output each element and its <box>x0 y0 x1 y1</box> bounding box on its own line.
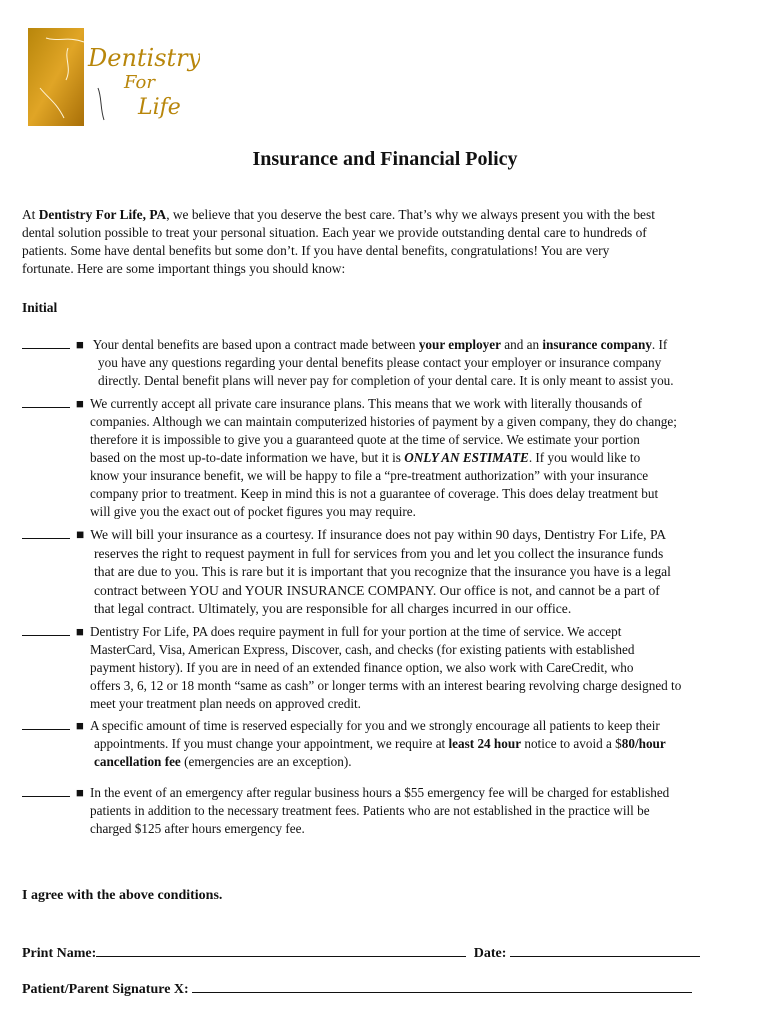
policy-item-insurance-plans: ■ We currently accept all private care insurance plans. This means that we work with literally thousands of companies. Although we can maintain computerized histories of payment by a given company, they do change; therefore it is impossible to give you a guaranteed quote at the time of service. We estimate your portion based on the most up-to-date information we have, but it is ONLY AN ESTIMATE. If you would like to know your insurance benefit, we will be happy to file a “pre-treatment authorization” with your insurance company prior to treatment. Keep in mind this is not a guarantee of coverage. This does delay treatment but will give you the exact out of pocket figures you may require. <box>22 395 750 521</box>
print-name-label: Print Name: <box>22 946 97 961</box>
policy-item-appointments: ■ A specific amount of time is reserved especially for you and we strongly encourage all patients to keep their appointments. If you must change your appointment, we require at least 24 hour notice to avoid a $80/hour cancellation fee (emergencies are an exception). <box>22 717 750 771</box>
signature-row <box>22 978 692 998</box>
practice-logo <box>28 28 200 126</box>
date-label: Date: <box>473 946 507 961</box>
agreement-statement: I agree with the above conditions. <box>22 888 223 903</box>
svg-text:Dentistry: Dentistry <box>88 44 200 72</box>
practice-name: Dentistry For Life, PA <box>38 207 167 222</box>
policy-item-billing-courtesy: ■ We will bill your insurance as a courtesy. If insurance does not pay within 90 days, Dentistry For Life, PA reserves the right to request payment in full for services from you and let you collect the insurance funds that are due to you. This is rare but it is important that you recognize that the insurance you have is a legal contract between YOU and YOUR INSURANCE COMPANY. Our office is not, and cannot be a part of that legal contract. Ultimately, you are responsible for all charges incurred in our office. <box>22 526 750 619</box>
policy-item-payment: ■ Dentistry For Life, PA does require payment in full for your portion at the time of service. We accept MasterCard, Visa, American Express, Discover, cash, and checks (for existing patients with established payment history). If you are in need of an extended finance option, we also work with CareCredit, who offers 3, 6, 12 or 18 month “same as cash” or longer terms with an interest bearing revolving charge designed to meet your treatment plan needs on approved credit. <box>22 623 750 713</box>
initial-field[interactable] <box>22 623 70 636</box>
svg-text:For: For <box>124 72 155 93</box>
intro-paragraph: At Dentistry For Life, PA, we believe that you deserve the best care. That’s why we always present you with the best dental solution possible to treat your personal situation. Each year we provide outstanding dental care to hundreds of patients. Some have dental benefits but some don’t. If you have dental benefits, congratulations! You are very fortunate. Here are some important things you should know: <box>22 207 655 276</box>
initial-field[interactable] <box>22 717 70 730</box>
print-name-row <box>22 942 700 962</box>
initial-field[interactable] <box>22 395 70 408</box>
initial-field[interactable] <box>22 784 70 797</box>
signature-label: Patient/Parent Signature X: <box>22 982 189 997</box>
initial-field[interactable] <box>22 336 70 349</box>
signature-field[interactable] <box>192 978 692 993</box>
svg-text:Life: Life <box>138 95 181 120</box>
initial-column-label: Initial <box>22 300 58 315</box>
page-title: Insurance and Financial Policy <box>252 148 518 170</box>
initial-field[interactable] <box>22 526 70 539</box>
policy-item-benefits: ■ Your dental benefits are based upon a contract made between your employer and an insurance company. If you have any questions regarding your dental benefits please contact your employer or insurance company directly. Dental benefit plans will never pay for completion of your dental care. It is only meant to assist you. <box>22 336 750 390</box>
policy-item-emergency: ■ In the event of an emergency after regular business hours a $55 emergency fee will be charged for established patients in addition to the necessary treatment fees. Patients who are not established in the practice will be charged $125 after hours emergency fee. <box>22 784 750 838</box>
print-name-field[interactable] <box>96 942 466 957</box>
date-field[interactable] <box>510 942 700 957</box>
